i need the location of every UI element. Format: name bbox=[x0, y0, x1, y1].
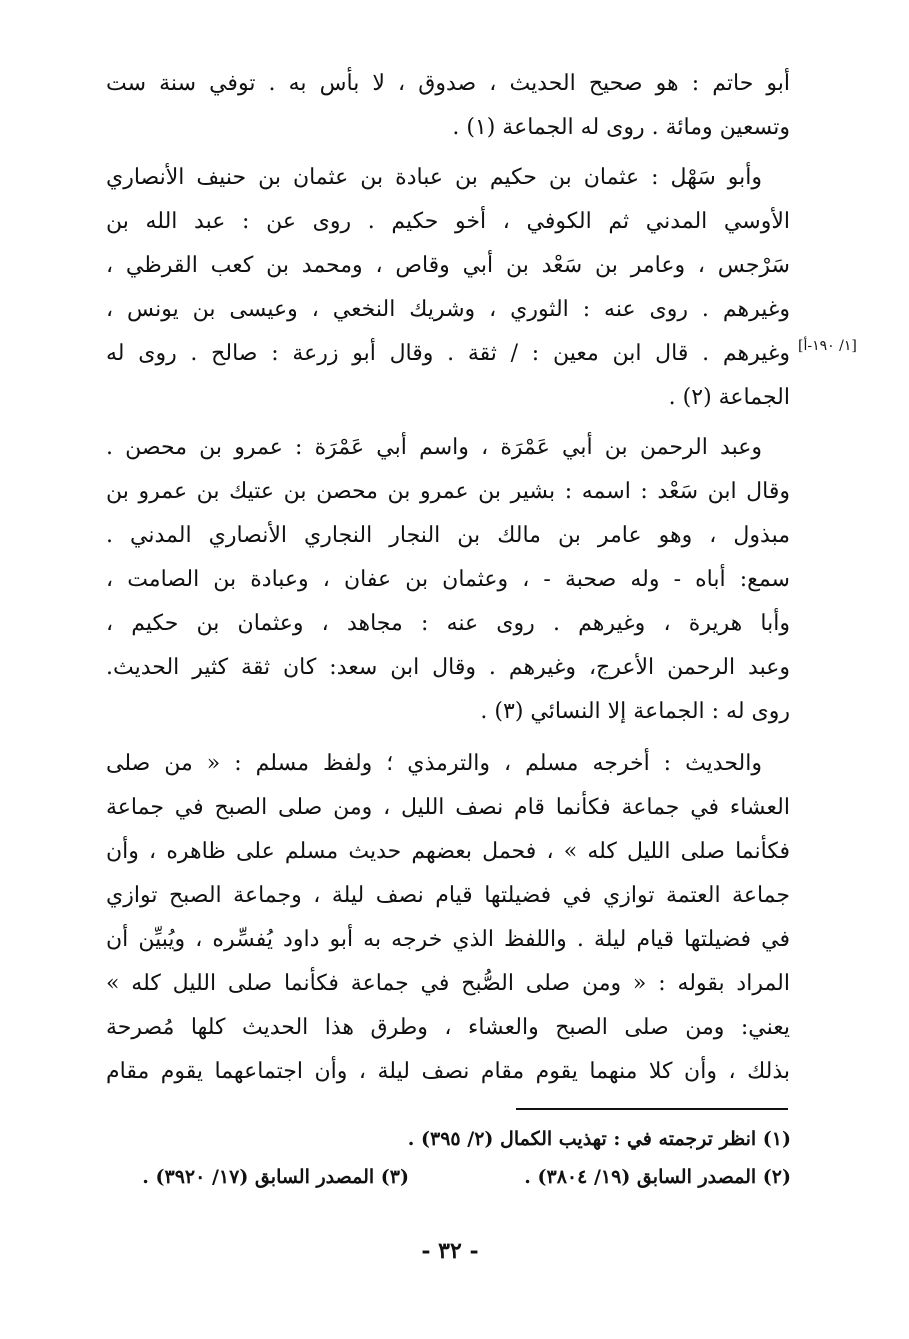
body-line: مبذول ، وهو عامر بن مالك بن النجار النجاري الأنصاري المدني . bbox=[106, 523, 790, 548]
body-line: في فضيلتها قيام ليلة . واللفظ الذي خرجه به أبو داود يُفسِّره ، ويُبيِّن أن bbox=[106, 927, 790, 952]
body-line: بذلك ، وأن كلا منهما يقوم مقام نصف ليلة ، وأن اجتماعهما يقوم مقام bbox=[106, 1059, 790, 1084]
body-line: وقال ابن سَعْد : اسمه : بشير بن عمرو بن محصن بن عتيك بن عمرو بن bbox=[106, 479, 790, 504]
body-line: أبو حاتم : هو صحيح الحديث ، صدوق ، لا بأس به . توفي سنة ست bbox=[106, 71, 790, 96]
footnote-2: (٢) المصدر السابق (١٩/ ٣٨٠٤) . bbox=[524, 1166, 791, 1188]
body-line: الجماعة (٢) . bbox=[668, 385, 790, 410]
body-line: يعني: ومن صلى الصبح والعشاء ، وطرق هذا الحديث كلها مُصرحة bbox=[106, 1015, 790, 1040]
body-line: وتسعين ومائة . روى له الجماعة (١) . bbox=[452, 115, 790, 140]
footnote-3: (٣) المصدر السابق (١٧/ ٣٩٢٠) . bbox=[142, 1166, 409, 1188]
body-line: وعبد الرحمن بن أبي عَمْرَة ، واسم أبي عَمْرَة : عمرو بن محصن . bbox=[106, 435, 762, 460]
body-line: وغيرهم . قال ابن معين : / ثقة . وقال أبو زرعة : صالح . روى له bbox=[106, 341, 790, 366]
body-line: وغيرهم . روى عنه : الثوري ، وشريك النخعي ، وعيسى بن يونس ، bbox=[106, 297, 790, 322]
body-line: فكأنما صلى الليل كله » ، فحمل بعضهم حديث مسلم على ظاهره ، وأن bbox=[106, 839, 790, 864]
page-number: - ٣٢ - bbox=[421, 1238, 479, 1264]
body-line: الأوسي المدني ثم الكوفي ، أخو حكيم . روى عن : عبد الله بن bbox=[106, 209, 790, 234]
body-line: وأبو سَهْل : عثمان بن حكيم بن عبادة بن عثمان بن حنيف الأنصاري bbox=[106, 165, 762, 190]
body-line: سَرْجس ، وعامر بن سَعْد بن أبي وقاص ، ومحمد بن كعب القرظي ، bbox=[106, 253, 790, 278]
body-line: والحديث : أخرجه مسلم ، والترمذي ؛ ولفظ مسلم : « من صلى bbox=[106, 751, 762, 776]
body-line: وأبا هريرة ، وغيرهم . روى عنه : مجاهد ، وعثمان بن حكيم ، bbox=[106, 611, 790, 636]
manuscript-folio-note: [١/ ١٩٠-أ] bbox=[798, 338, 857, 354]
body-line: وعبد الرحمن الأعرج، وغيرهم . وقال ابن سعد: كان ثقة كثير الحديث. bbox=[106, 655, 790, 680]
footnote-separator bbox=[516, 1108, 788, 1110]
body-line: العشاء في جماعة فكأنما قام نصف الليل ، ومن صلى الصبح في جماعة bbox=[106, 795, 790, 820]
body-line: سمع: أباه - وله صحبة - ، وعثمان بن عفان ، وعبادة بن الصامت ، bbox=[106, 567, 790, 592]
footnote-1: (١) انظر ترجمته في : تهذيب الكمال (٢/ ٣٩٥) . bbox=[407, 1128, 791, 1150]
body-line: روى له : الجماعة إلا النسائي (٣) . bbox=[480, 699, 790, 724]
body-line: المراد بقوله : « ومن صلى الصُّبح في جماعة فكأنما صلى الليل كله » bbox=[106, 971, 790, 996]
body-line: جماعة العتمة توازي في فضيلتها قيام نصف ليلة ، وجماعة الصبح توازي bbox=[106, 883, 790, 908]
